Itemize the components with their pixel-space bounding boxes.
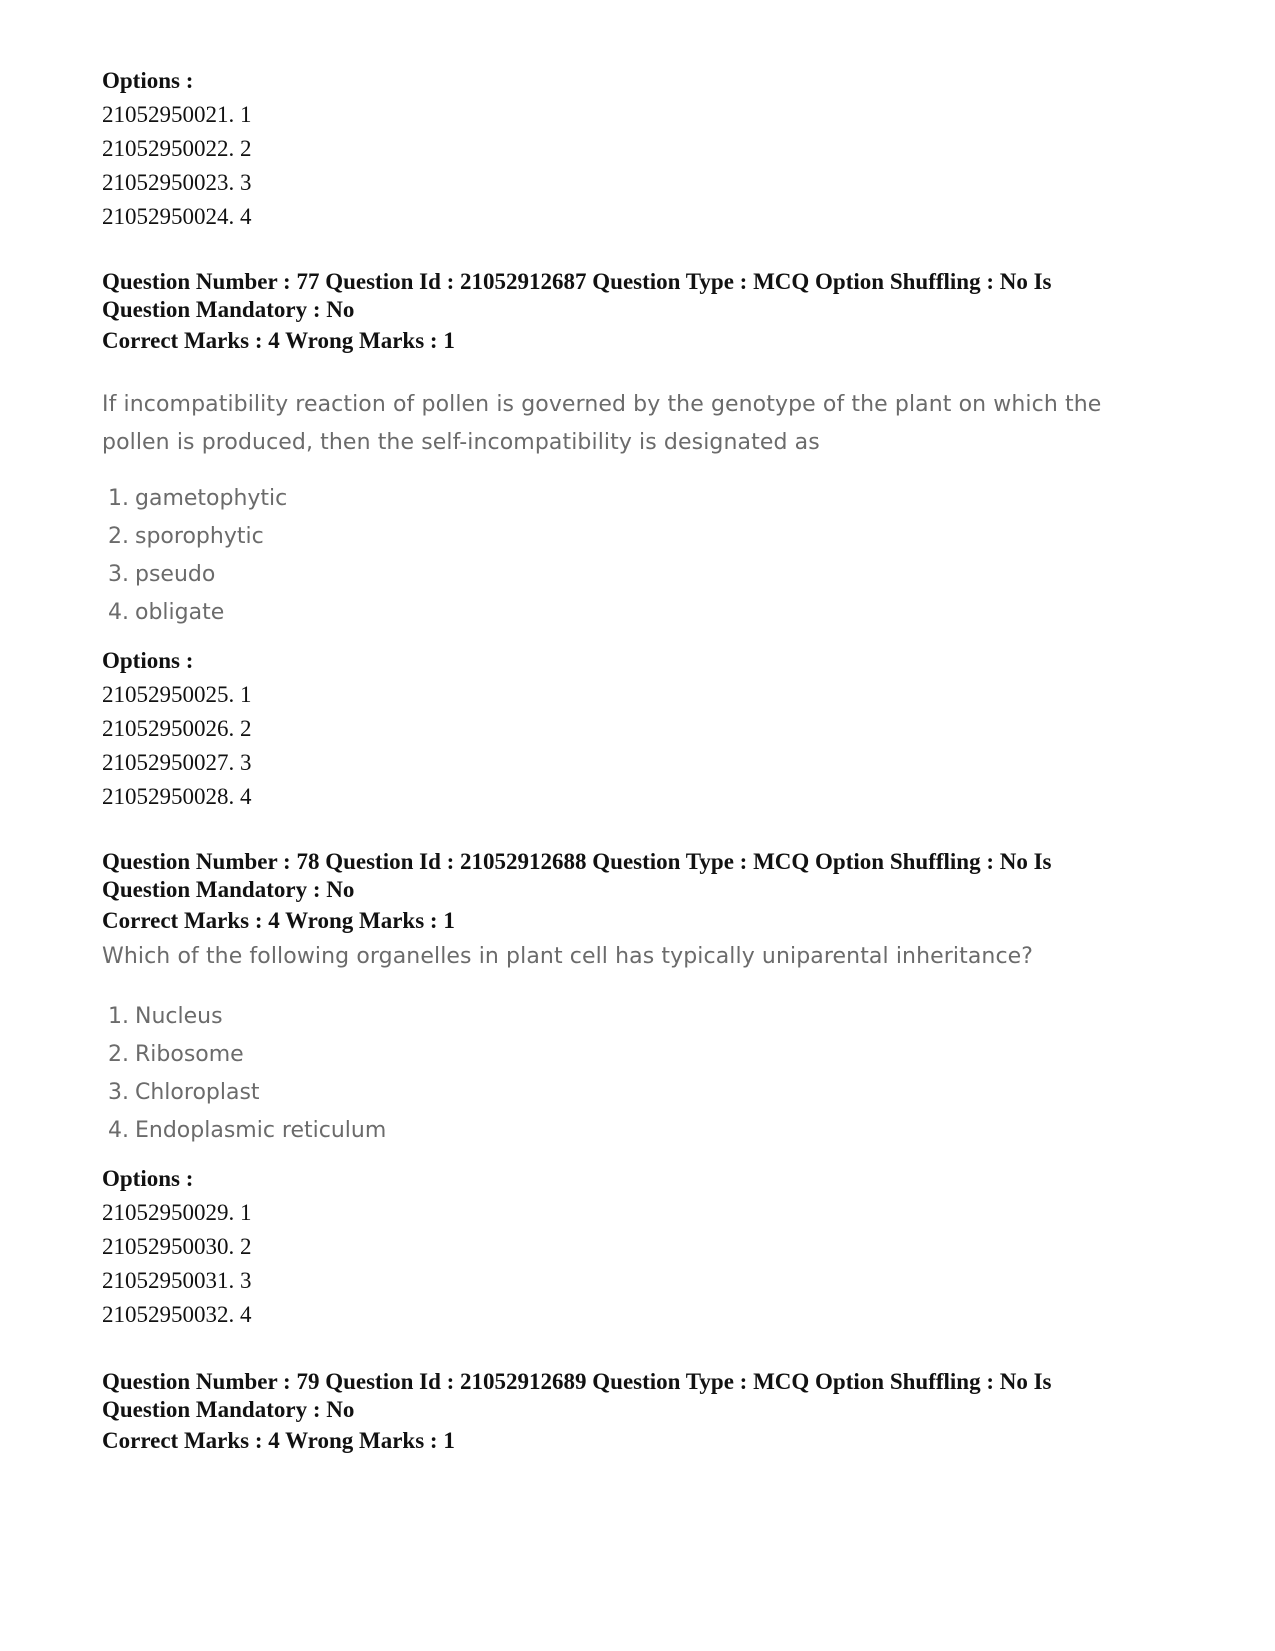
choice-number: 3. <box>108 562 129 587</box>
choice-number: 4. <box>108 1118 129 1143</box>
choice-number: 3. <box>108 1080 129 1105</box>
question-79 <box>102 1368 1182 1458</box>
question-stem <box>102 386 1182 462</box>
choice-text: Endoplasmic reticulum <box>135 1118 387 1143</box>
choice-text: pseudo <box>135 562 216 587</box>
choice-item <box>108 594 1182 632</box>
choice-number: 1. <box>108 486 129 511</box>
option-id: 21052950027. 3 <box>102 750 252 775</box>
option-id: 21052950022. 2 <box>102 136 252 161</box>
choice-text: sporophytic <box>135 524 264 549</box>
question-header-cont: Question Mandatory : No <box>102 877 355 902</box>
choice-item <box>108 1074 1182 1112</box>
options-label: Options : <box>102 648 194 673</box>
marks-line: Correct Marks : 4 Wrong Marks : 1 <box>102 908 455 933</box>
choice-list <box>102 998 1182 1150</box>
option-id: 21052950024. 4 <box>102 204 252 229</box>
question-78 <box>102 848 1182 1332</box>
question-header: Question Number : 78 Question Id : 21052912688 Question Type : MCQ Option Shuffling : No Is <box>102 849 1052 874</box>
marks-line: Correct Marks : 4 Wrong Marks : 1 <box>102 328 455 353</box>
choice-number: 2. <box>108 524 129 549</box>
choice-text: obligate <box>135 600 225 625</box>
choice-text: gametophytic <box>135 486 288 511</box>
option-id: 21052950021. 1 <box>102 102 252 127</box>
choice-item <box>108 1036 1182 1074</box>
choice-number: 1. <box>108 1004 129 1029</box>
option-id: 21052950026. 2 <box>102 716 252 741</box>
option-id: 21052950025. 1 <box>102 682 252 707</box>
choice-text: Chloroplast <box>135 1080 260 1105</box>
option-id: 21052950029. 1 <box>102 1200 252 1225</box>
choice-item <box>108 556 1182 594</box>
stem-line: Which of the following organelles in plant cell has typically uniparental inheritance? <box>102 944 1034 969</box>
choice-item <box>108 998 1182 1036</box>
question-77 <box>102 268 1182 814</box>
choice-text: Ribosome <box>135 1042 244 1067</box>
options-label: Options : <box>102 68 194 93</box>
stem-line: pollen is produced, then the self-incompatibility is designated as <box>102 430 820 455</box>
choice-text: Nucleus <box>135 1004 223 1029</box>
choice-list <box>102 480 1182 632</box>
marks-line: Correct Marks : 4 Wrong Marks : 1 <box>102 1428 455 1453</box>
question-stem <box>102 938 1182 976</box>
choice-item <box>108 518 1182 556</box>
question-header-cont: Question Mandatory : No <box>102 1397 355 1422</box>
stem-line: If incompatibility reaction of pollen is governed by the genotype of the plant on which the <box>102 392 1102 417</box>
option-id: 21052950028. 4 <box>102 784 252 809</box>
choice-number: 4. <box>108 600 129 625</box>
choice-item <box>108 480 1182 518</box>
option-id: 21052950030. 2 <box>102 1234 252 1259</box>
question-header: Question Number : 77 Question Id : 21052912687 Question Type : MCQ Option Shuffling : No Is <box>102 269 1052 294</box>
options-block-q76 <box>102 64 252 234</box>
option-id: 21052950023. 3 <box>102 170 252 195</box>
question-header: Question Number : 79 Question Id : 21052912689 Question Type : MCQ Option Shuffling : No Is <box>102 1369 1052 1394</box>
option-id: 21052950031. 3 <box>102 1268 252 1293</box>
options-label: Options : <box>102 1166 194 1191</box>
choice-number: 2. <box>108 1042 129 1067</box>
question-header-cont: Question Mandatory : No <box>102 297 355 322</box>
choice-item <box>108 1112 1182 1150</box>
option-id: 21052950032. 4 <box>102 1302 252 1327</box>
